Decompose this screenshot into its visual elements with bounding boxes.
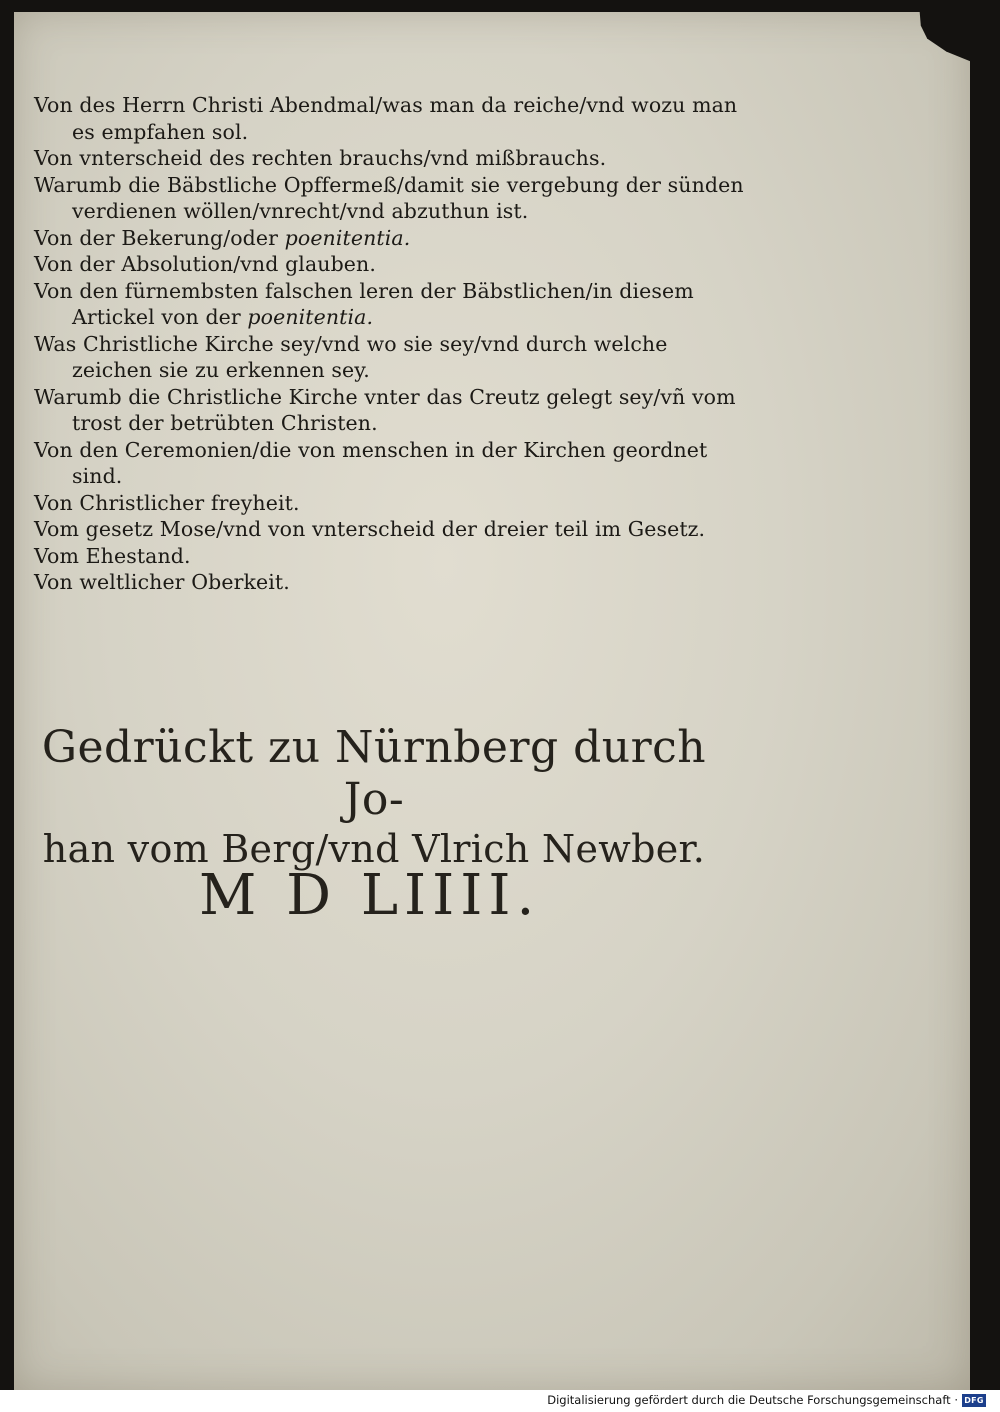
document-page: [14, 12, 970, 1390]
toc-entry-text: Was Christliche Kirche sey/vnd wo sie sey/vnd durch welche zeichen sie zu erkennen sey.: [34, 331, 668, 382]
toc-entry-text: Von vnterscheid des rechten brauchs/vnd mißbrauchs.: [34, 146, 607, 170]
toc-entry: [34, 437, 754, 490]
toc-entry: [34, 490, 754, 517]
toc-entry-text: Von weltlicher Oberkeit.: [34, 570, 290, 594]
toc-entry: [34, 516, 754, 543]
toc-entry-text: Warumb die Bäbstliche Opffermeß/damit sie vergebung der sünden verdienen wöllen/vnrecht/vnd abzuthun ist.: [34, 172, 744, 223]
toc-entry-latin-term: poenitentia.: [247, 305, 374, 329]
toc-entry: [34, 278, 754, 331]
toc-entry: [34, 225, 754, 252]
toc-entry-latin-term: poenitentia.: [284, 225, 411, 250]
toc-entry-text: Von den fürnembsten falschen leren der Bäbstlichen/in diesem Artickel von der: [34, 278, 694, 329]
toc-entry: [34, 251, 754, 278]
toc-entry: [34, 384, 754, 437]
toc-entry-text: Warumb die Christliche Kirche vnter das Creutz gelegt sey/vñ vom trost der betrübten Christen.: [34, 384, 736, 435]
toc-entry: [34, 172, 754, 225]
toc-entry-text: Vom Ehestand.: [34, 543, 191, 568]
toc-entry-text: Von den Ceremonien/die von menschen in der Kirchen geordnet sind.: [34, 437, 708, 488]
printer-colophon: [14, 722, 734, 872]
toc-entry-text: Von des Herrn Christi Abendmal/was man da reiche/vnd wozu man es empfahen sol.: [34, 93, 738, 144]
toc-entry-text: Von Christlicher freyheit.: [34, 490, 300, 515]
digitization-footer: [0, 1390, 1000, 1412]
toc-entry: [34, 145, 754, 172]
toc-entry: [34, 569, 754, 596]
funding-credit: Digitalisierung gefördert durch die Deutsche Forschungsgemeinschaft ·: [547, 1393, 958, 1407]
colophon-line-1: Gedrückt zu Nürnberg durch Jo-: [41, 722, 707, 825]
toc-entry: [34, 331, 754, 384]
toc-entry-text: Von der Absolution/vnd glauben.: [34, 252, 376, 276]
publication-year: M D LIIII.: [199, 863, 541, 928]
toc-entry: [34, 92, 754, 145]
toc-entry-text: Von der Bekerung/oder: [34, 225, 285, 250]
dfg-logo-icon: DFG: [962, 1394, 986, 1407]
colophon-line-2: han vom Berg/vnd Vlrich Newber.: [42, 827, 706, 871]
toc-entry: [34, 543, 754, 570]
table-of-contents: [34, 92, 754, 596]
toc-entry-text: Vom gesetz Mose/vnd von vnterscheid der dreier teil im Gesetz.: [34, 517, 706, 541]
